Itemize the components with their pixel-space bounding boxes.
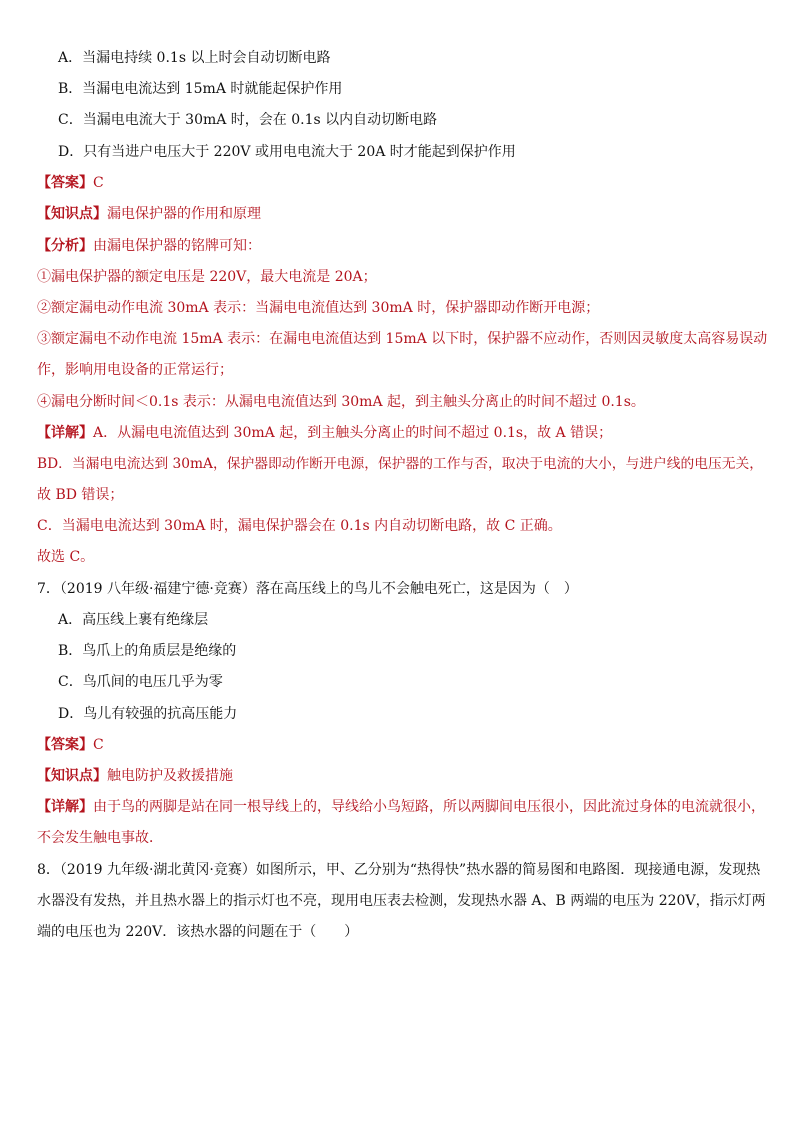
q6-knowledge-point <box>37 204 261 224</box>
analysis-value: 由漏电保护器的铭牌可知： <box>93 238 261 254</box>
q6-detail-line-2: BD．当漏电电流达到 30mA，保护器即动作断开电源，保护器的工作与否，取决于电流的大小，与进户线的电压无关， <box>37 456 763 472</box>
q6-analysis-point-1: ①漏电保护器的额定电压是 220V，最大电流是 20A； <box>37 269 377 285</box>
q6-analysis-point-2: ②额定漏电动作电流 30mA 表示：当漏电电流值达到 30mA 时，保护器即动作断开电源； <box>37 300 600 316</box>
q6-detail <box>37 423 612 443</box>
q8-stem-line-2: 水器没有发热，并且热水器上的指示灯也不亮，现用电压表去检测，发现热水器 A、B 两端的电压为 220V，指示灯两 <box>37 893 766 909</box>
q6-analysis-point-3-cont: 作，影响用电设备的正常运行； <box>37 362 233 378</box>
analysis-tag: 【分析】 <box>37 238 93 254</box>
q6-detail-line-3: 故 BD 错误； <box>37 487 124 503</box>
detail-line-1: A．从漏电电流值达到 30mA 起，到主触头分离止的时间不超过 0.1s，故 A 错误； <box>93 425 613 441</box>
answer-value: C <box>93 175 104 191</box>
q7-option-a: A．高压线上裹有绝缘层 <box>58 612 209 628</box>
q6-analysis <box>37 236 261 256</box>
q6-option-d: D．只有当进户电压大于 220V 或用电电流大于 20A 时才能起到保护作用 <box>58 144 516 160</box>
knowledge-tag: 【知识点】 <box>37 768 107 784</box>
knowledge-value: 触电防护及救援措施 <box>107 768 233 784</box>
q6-analysis-point-3: ③额定漏电不动作电流 15mA 表示：在漏电电流值达到 15mA 以下时，保护器不应动作，否则因灵敏度太高容易误动 <box>37 331 768 347</box>
q7-knowledge-point <box>37 766 233 786</box>
q7-detail-line-2: 不会发生触电事故． <box>37 830 163 846</box>
answer-value: C <box>93 737 104 753</box>
q7-option-d: D．鸟儿有较强的抗高压能力 <box>58 706 238 722</box>
q8-stem-line-3: 端的电压也为 220V．该热水器的问题在于（ ） <box>37 924 359 940</box>
answer-tag: 【答案】 <box>37 737 93 753</box>
answer-tag: 【答案】 <box>37 175 93 191</box>
q6-answer <box>37 173 104 193</box>
knowledge-value: 漏电保护器的作用和原理 <box>107 206 261 222</box>
q7-stem: 7．（2019 八年级·福建宁德·竞赛）落在高压线上的鸟儿不会触电死亡，这是因为（ ） <box>37 581 578 597</box>
q6-option-c: C．当漏电电流大于 30mA 时，会在 0.1s 以内自动切断电路 <box>58 112 438 128</box>
q6-option-b: B．当漏电电流达到 15mA 时就能起保护作用 <box>58 81 343 97</box>
q7-detail <box>37 797 765 817</box>
knowledge-tag: 【知识点】 <box>37 206 107 222</box>
detail-tag: 【详解】 <box>37 425 93 441</box>
q6-option-a: A．当漏电持续 0.1s 以上时会自动切断电路 <box>58 50 331 66</box>
q8-stem-line-1: 8．（2019 九年级·湖北黄冈·竞赛）如图所示，甲、乙分别为“热得快”热水器的简易图和电路图．现接通电源，发现热 <box>37 862 761 878</box>
q6-detail-line-4: C．当漏电电流达到 30mA 时，漏电保护器会在 0.1s 内自动切断电路，故 C 正确。 <box>37 518 562 534</box>
detail-line-1: 由于鸟的两脚是站在同一根导线上的，导线给小鸟短路，所以两脚间电压很小，因此流过身体的电流就很小， <box>93 799 765 815</box>
q6-detail-line-5: 故选 C。 <box>37 549 95 565</box>
q6-analysis-point-4: ④漏电分断时间＜0.1s 表示：从漏电电流值达到 30mA 起，到主触头分离止的时间不超过 0.1s。 <box>37 394 645 410</box>
q7-option-c: C．鸟爪间的电压几乎为零 <box>58 674 223 690</box>
detail-tag: 【详解】 <box>37 799 93 815</box>
q7-option-b: B．鸟爪上的角质层是绝缘的 <box>58 643 237 659</box>
q7-answer <box>37 735 104 755</box>
